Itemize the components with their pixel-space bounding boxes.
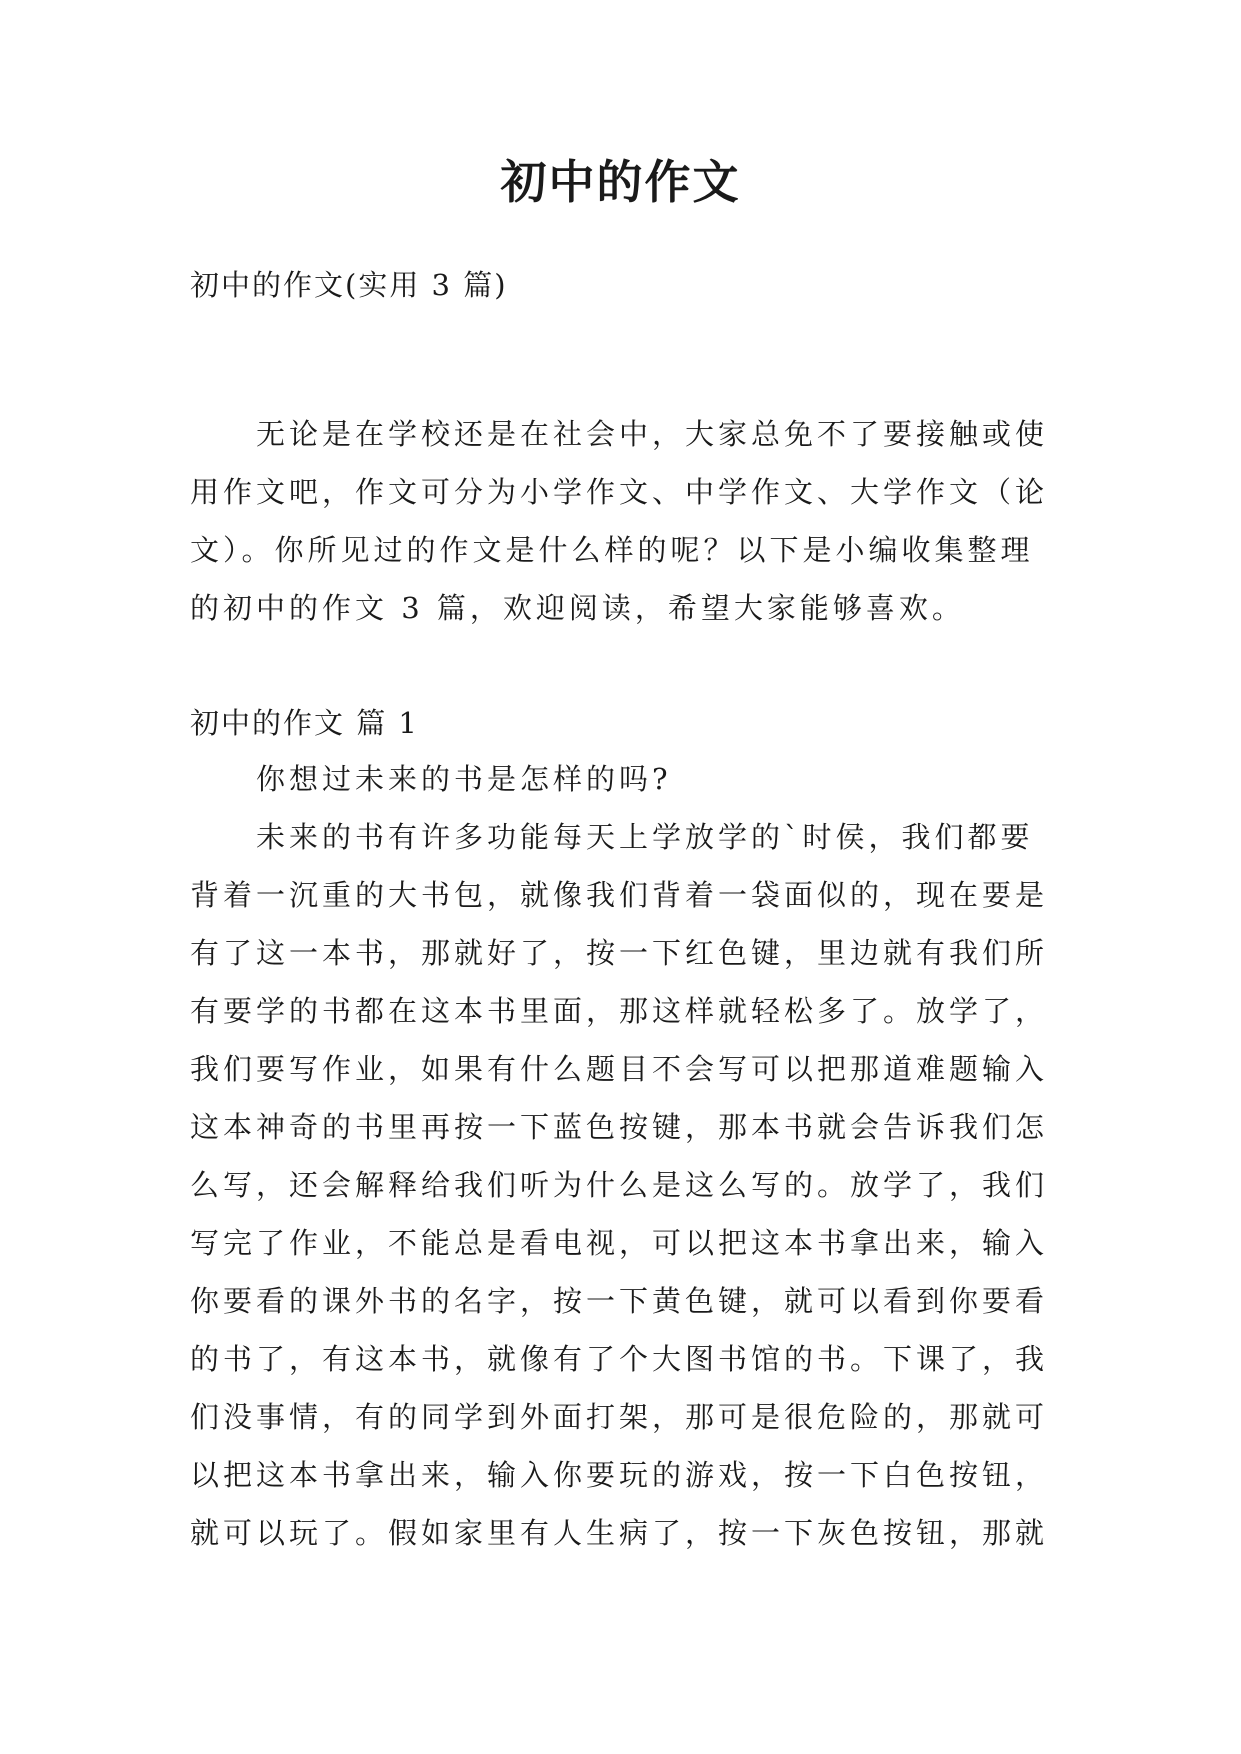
body-line: 写完了作业，不能总是看电视，可以把这本书拿出来，输入 <box>190 1226 1049 1260</box>
intro-line: 用作文吧，作文可分为小学作文、中学作文、大学作文（论 <box>190 475 1049 509</box>
intro-line: 文）。你所见过的作文是什么样的呢？以下是小编收集整理 <box>190 533 1034 567</box>
body-line: 的书了，有这本书，就像有了个大图书馆的书。下课了，我 <box>190 1342 1049 1376</box>
intro-line: 的初中的作文 3 篇，欢迎阅读，希望大家能够喜欢。 <box>190 591 965 625</box>
body-line: 你要看的课外书的名字，按一下黄色键，就可以看到你要看 <box>190 1284 1049 1318</box>
question-line: 你想过未来的书是怎样的吗? <box>256 762 672 796</box>
body-line: 们没事情，有的同学到外面打架，那可是很危险的，那就可 <box>190 1400 1049 1434</box>
body-line: 有了这一本书，那就好了，按一下红色键，里边就有我们所 <box>190 936 1049 970</box>
body-line: 以把这本书拿出来，输入你要玩的游戏，按一下白色按钮， <box>190 1458 1049 1492</box>
body-line: 就可以玩了。假如家里有人生病了，按一下灰色按钮，那就 <box>190 1516 1049 1550</box>
intro-paragraph <box>190 405 1060 637</box>
body-line: 么写，还会解释给我们听为什么是这么写的。放学了，我们 <box>190 1168 1049 1202</box>
body-paragraph <box>190 808 1060 1562</box>
body-line: 这本神奇的书里再按一下蓝色按键，那本书就会告诉我们怎 <box>190 1110 1049 1144</box>
section-heading: 初中的作文 篇 1 <box>190 706 419 740</box>
body-line: 背着一沉重的大书包，就像我们背着一袋面似的，现在要是 <box>190 878 1049 912</box>
body-line: 有要学的书都在这本书里面，那这样就轻松多了。放学了， <box>190 994 1049 1028</box>
intro-line: 无论是在学校还是在社会中，大家总免不了要接触或使 <box>256 417 1049 451</box>
question-paragraph <box>190 750 1060 808</box>
body-line: 未来的书有许多功能每天上学放学的`时侯，我们都要 <box>256 820 1034 854</box>
document-subtitle: 初中的作文(实用 3 篇) <box>190 268 508 302</box>
body-line: 我们要写作业，如果有什么题目不会写可以把那道难题输入 <box>190 1052 1049 1086</box>
document-title: 初中的作文 <box>500 155 741 209</box>
